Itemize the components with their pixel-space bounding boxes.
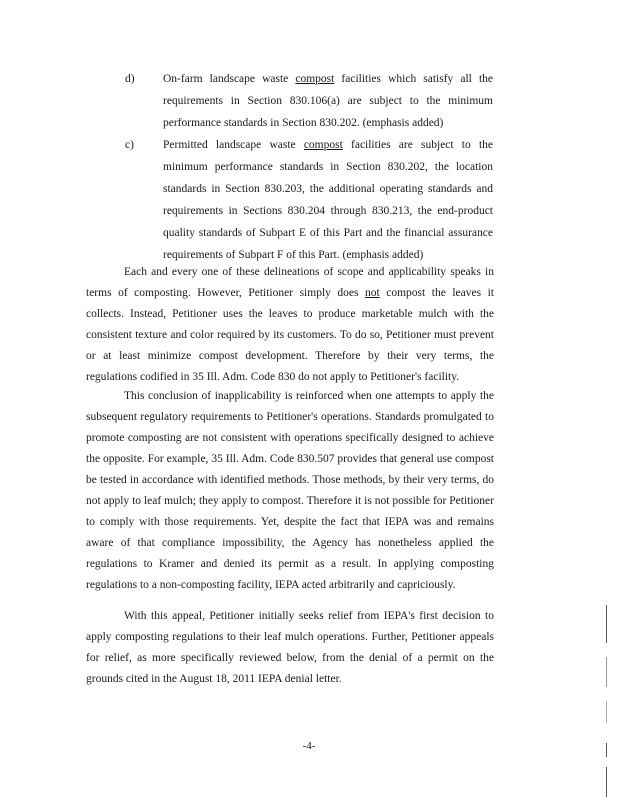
- text-segment: compost the leaves it collects. Instead, Petitioner uses the leaves to produce marketable mulch with the consistent texture and color required by its customers. To do so, Petitioner must prevent or at least minimize compost development. Therefore by their very terms, the regulations codified in 35 Ill. Adm. Code 830 do not apply to Petitioner's facility.: [86, 287, 494, 383]
- text-segment: On-farm landscape waste: [163, 73, 296, 85]
- list-item-text: [163, 68, 493, 134]
- list-item-text: [163, 134, 493, 266]
- underlined-word: compost: [303, 139, 343, 151]
- scan-margin-marks: [606, 605, 610, 800]
- list-marker: d): [125, 73, 135, 85]
- body-paragraph: [86, 262, 494, 388]
- underlined-word: not: [365, 287, 380, 299]
- text-segment: facilities are subject to the minimum performance standards in Section 830.202, the location standards in Section 830.203, the additional operating standards and requirements in Sections 830.204 through 830.213, the end-product quality standards of Subpart E of this Part and the financial assurance requirements of Subpart F of this Part. (emphasis added): [163, 139, 493, 261]
- text-segment: Permitted landscape waste: [163, 139, 304, 151]
- text-segment: Each and every one of these delineations of scope and applicability speaks in terms of composting. However, Petitioner simply does: [86, 266, 494, 299]
- underlined-word: compost: [295, 73, 335, 85]
- body-paragraph: With this appeal, Petitioner initially seeks relief from IEPA's first decision to apply composting regulations to their leaf mulch operations. Further, Petitioner appeals for relief, as more specifically reviewed below, from the denial of a permit on the grounds cited in the August 18, 2011 IEPA denial letter.: [86, 610, 494, 685]
- body-paragraph: This conclusion of inapplicability is reinforced when one attempts to apply the subsequent regulatory requirements to Petitioner's operations. Standards promulgated to promote composting are not consistent with operations specifically designed to achieve the opposite. For example, 35 Ill. Adm. Code 830.507 provides that general use compost be tested in accordance with identified methods. Those methods, by their very terms, do not apply to leaf mulch; they apply to compost. Therefore it is not possible for Petitioner to comply with those requirements. Yet, despite the fact that IEPA was and remains aware of that compliance impossibility, the Agency has nonetheless applied the regulations to Kramer and denied its permit as a result. In applying composting regulations to a non-composting facility, IEPA acted arbitrarily and capriciously.: [86, 390, 494, 591]
- list-marker: c): [125, 139, 134, 151]
- text-segment: facilities which satisfy all the requirements in Section 830.106(a) are subject to the minimum performance standards in Section 830.202. (emphasis added): [163, 73, 493, 129]
- page-number: -4-: [302, 740, 316, 752]
